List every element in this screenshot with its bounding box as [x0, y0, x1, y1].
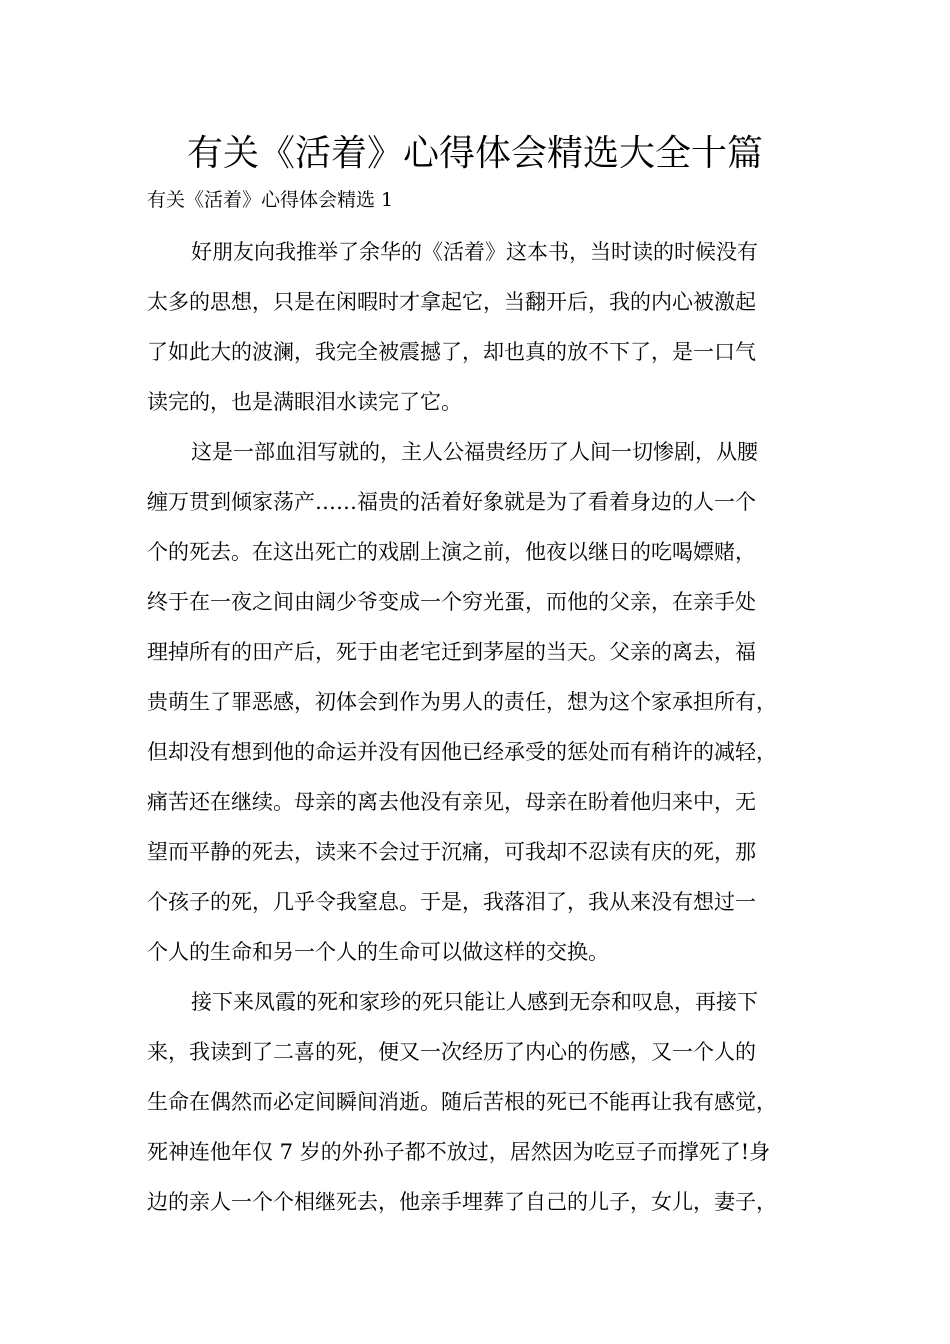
text-line: 生命在偶然而必定间瞬间消逝。随后苦根的死已不能再让我有感觉， — [147, 1090, 777, 1114]
text-line: 但却没有想到他的命运并没有因他已经承受的惩处而有稍许的减轻， — [147, 740, 777, 764]
text-line: 终于在一夜之间由阔少爷变成一个穷光蛋，而他的父亲，在亲手处 — [147, 590, 756, 614]
text-line: 死神连他年仅 7 岁的外孙子都不放过，居然因为吃豆子而撑死了!身 — [147, 1140, 771, 1164]
text-line: 望而平静的死去，读来不会过于沉痛，可我却不忍读有庆的死，那 — [147, 840, 756, 864]
text-line: 理掉所有的田产后，死于由老宅迁到茅屋的当天。父亲的离去，福 — [147, 640, 756, 664]
section-heading: 有关《活着》心得体会精选 1 — [147, 189, 394, 211]
text-line: 来，我读到了二喜的死，便又一次经历了内心的伤感，又一个人的 — [147, 1040, 756, 1064]
document-title: 有关《活着》心得体会精选大全十篇 — [186, 133, 763, 174]
text-line: 个的死去。在这出死亡的戏剧上演之前，他夜以继日的吃喝嫖赌， — [147, 540, 756, 564]
text-line: 边的亲人一个个相继死去，他亲手埋葬了自己的儿子，女儿，妻子， — [147, 1190, 777, 1214]
text-line: 贵萌生了罪恶感，初体会到作为男人的责任，想为这个家承担所有， — [147, 690, 777, 714]
text-line: 痛苦还在继续。母亲的离去他没有亲见，母亲在盼着他归来中，无 — [147, 790, 756, 814]
document-body — [147, 234, 827, 1234]
text-line: 好朋友向我推举了余华的《活着》这本书，当时读的时候没有 — [191, 240, 758, 264]
paragraph-1 — [147, 234, 827, 434]
text-line: 这是一部血泪写就的，主人公福贵经历了人间一切惨剧，从腰 — [191, 440, 758, 464]
text-line: 读完的，也是满眼泪水读完了它。 — [147, 390, 462, 414]
text-line: 个人的生命和另一个人的生命可以做这样的交换。 — [147, 940, 609, 964]
text-line: 缠万贯到倾家荡产……福贵的活着好象就是为了看着身边的人一个 — [147, 490, 756, 514]
paragraph-2 — [147, 434, 827, 984]
text-line: 接下来凤霞的死和家珍的死只能让人感到无奈和叹息，再接下 — [191, 990, 758, 1014]
text-line: 了如此大的波澜，我完全被震撼了，却也真的放不下了，是一口气 — [147, 340, 756, 364]
text-line: 太多的思想，只是在闲暇时才拿起它，当翻开后，我的内心被激起 — [147, 290, 756, 314]
text-line: 个孩子的死，几乎令我窒息。于是，我落泪了，我从来没有想过一 — [147, 890, 756, 914]
paragraph-3 — [147, 984, 827, 1234]
